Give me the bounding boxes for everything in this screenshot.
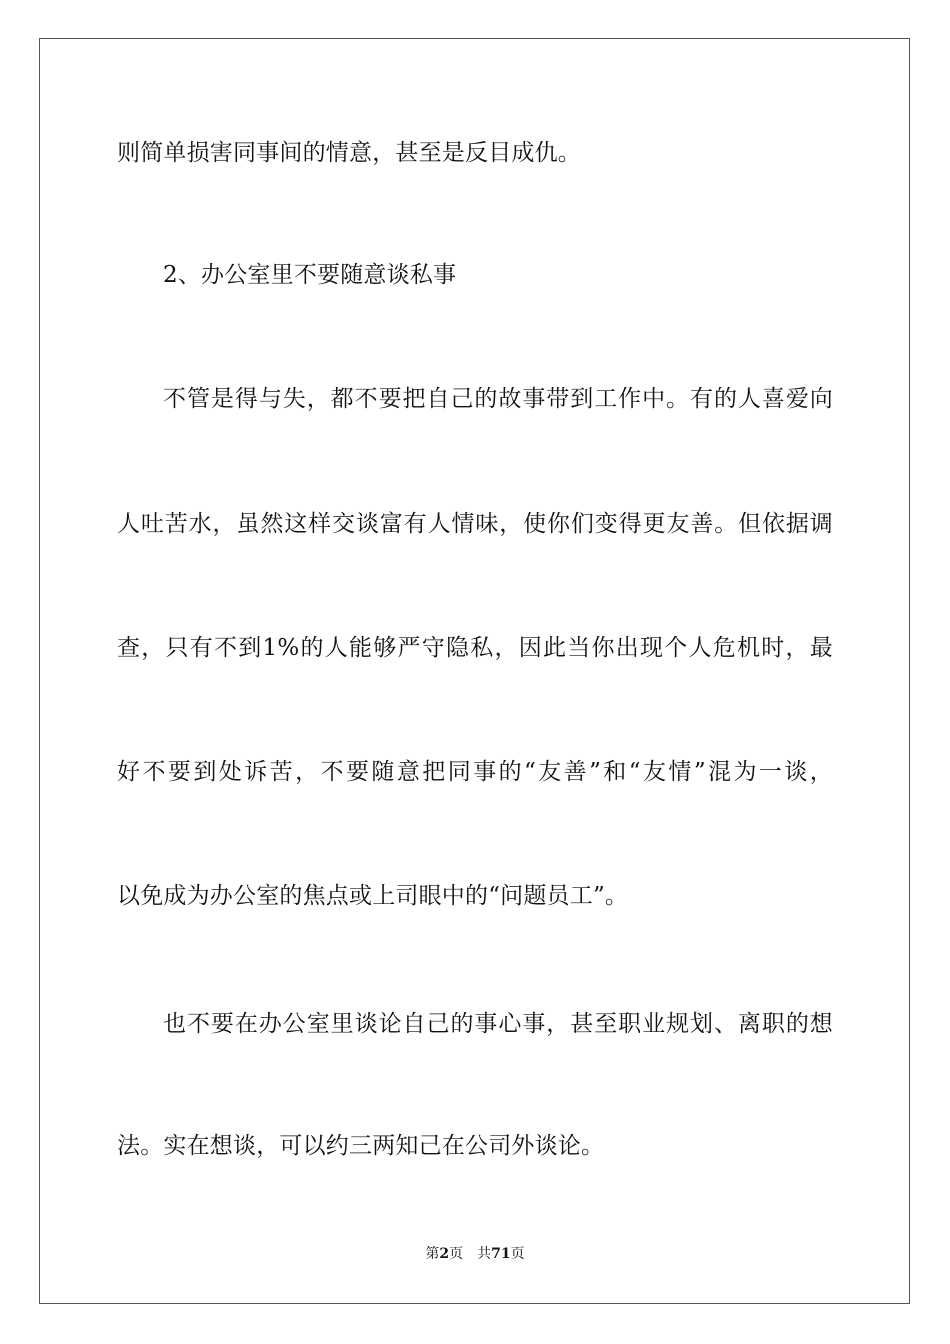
- paragraph-line: 也不要在办公室里谈论自己的事心事，甚至职业规划、离职的想: [163, 1011, 833, 1037]
- section-heading: 2、办公室里不要随意谈私事: [163, 262, 457, 288]
- paragraph-line: 不管是得与失，都不要把自己的故事带到工作中。有的人喜爱向: [163, 386, 833, 412]
- paragraph-line: 好不要到处诉苦，不要随意把同事的“友善”和“友情”混为一谈，: [117, 759, 833, 785]
- paragraph-line: 查，只有不到1%的人能够严守隐私，因此当你出现个人危机时，最: [117, 635, 833, 661]
- page-prefix: 第: [425, 1246, 440, 1262]
- page-border: [39, 38, 910, 1304]
- paragraph-line: 人吐苦水，虽然这样交谈富有人情味，使你们变得更友善。但依据调: [117, 511, 833, 537]
- total-prefix: 共: [477, 1246, 492, 1262]
- paragraph-line: 法。实在想谈，可以约三两知己在公司外谈论。: [117, 1133, 605, 1159]
- page-footer: [0, 1245, 950, 1263]
- page-number: 2: [439, 1246, 450, 1262]
- page-suffix: 页: [449, 1246, 464, 1262]
- total-pages: 71: [491, 1246, 511, 1262]
- paragraph-line: 则简单损害同事间的情意，甚至是反目成仇。: [117, 140, 581, 166]
- total-suffix: 页: [510, 1246, 525, 1262]
- paragraph-line: 以免成为办公室的焦点或上司眼中的“问题员工”。: [117, 883, 629, 909]
